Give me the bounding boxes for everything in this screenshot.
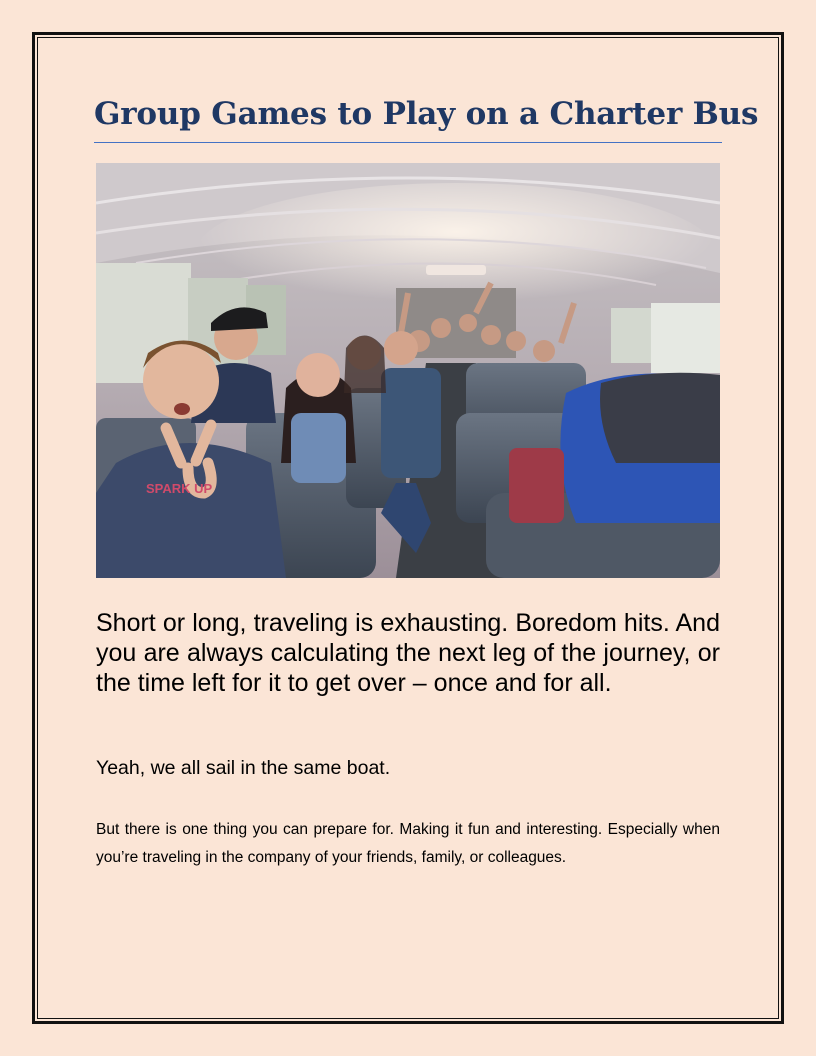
document-title: Group Games to Play on a Charter Bus bbox=[94, 96, 759, 132]
intro-paragraph: Short or long, traveling is exhausting. Boredom hits. And you are always calculating the next leg of the journey, or the time left for it to get over – once and for all. bbox=[96, 609, 720, 697]
prepare-paragraph: But there is one thing you can prepare for. Making it fun and interesting. Especially when you’re traveling in the company of your friends, family, or colleagues. bbox=[96, 821, 720, 866]
shirt-text: SPARK UP bbox=[146, 481, 213, 496]
boat-paragraph: Yeah, we all sail in the same boat. bbox=[96, 757, 391, 779]
bus-group-photo bbox=[96, 163, 720, 578]
title-underline bbox=[94, 142, 722, 143]
